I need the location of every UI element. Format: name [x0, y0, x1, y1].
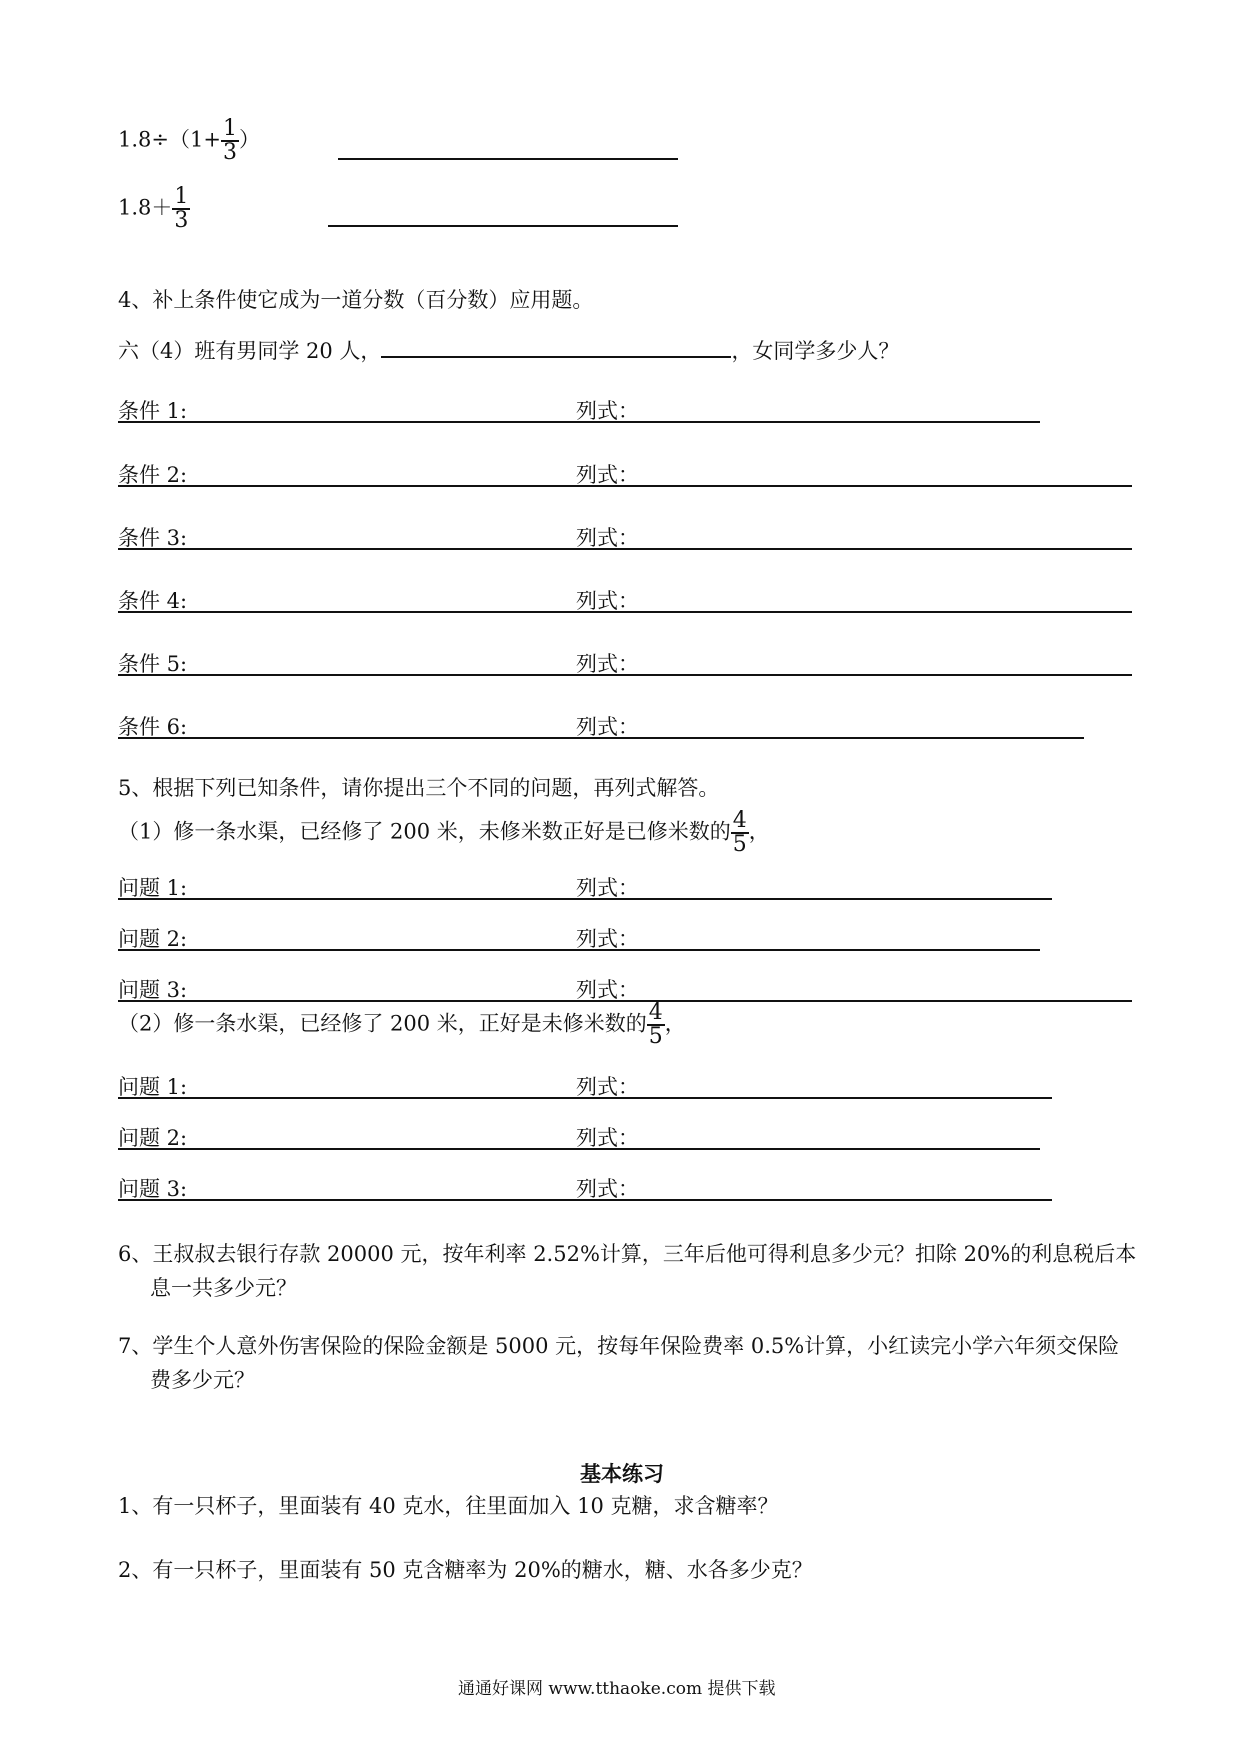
question-label: 问题 3:: [118, 1177, 188, 1201]
answer-line-2[interactable]: [328, 225, 678, 227]
q6-line2: 息一共多少元？: [150, 1276, 297, 1300]
formula-label: 列式：: [576, 1177, 639, 1201]
formula-label: 列式：: [576, 399, 639, 423]
fraction: $\frac{4}{5}$: [732, 808, 747, 857]
expression-2: 1.8＋ $\frac{1}{3}$: [118, 184, 189, 233]
question-label: 问题 1:: [118, 876, 188, 900]
formula-label: 列式：: [576, 1126, 639, 1150]
expression-1: 1.8÷（1+ $\frac{1}{3}$ ）: [118, 116, 260, 165]
q5-title: 5、根据下列已知条件，请你提出三个不同的问题，再列式解答。: [118, 776, 720, 800]
q5-part1: （1）修一条水渠，已经修了 200 米，未修米数正好是已修米数的 $\frac{4}{5}$ ，: [118, 808, 770, 857]
question-label: 问题 3:: [118, 978, 188, 1002]
q7-line2: 费多少元？: [150, 1368, 255, 1392]
condition-answer-line[interactable]: [118, 737, 1084, 739]
question-answer-line[interactable]: [118, 898, 1052, 900]
condition-label: 条件 3:: [118, 526, 188, 550]
condition-label: 条件 4:: [118, 589, 188, 613]
formula-label: 列式：: [576, 1075, 639, 1099]
formula-label: 列式：: [576, 715, 639, 739]
fraction: $\frac{4}{5}$: [648, 1000, 663, 1049]
condition-label: 条件 5:: [118, 652, 188, 676]
condition-label: 条件 2:: [118, 463, 188, 487]
footer: 通通好课网 www.tthaoke.com 提供下载: [458, 1679, 776, 1699]
formula-label: 列式：: [576, 978, 639, 1002]
condition-answer-line[interactable]: [118, 548, 1132, 550]
basic-item-2: 2、有一只杯子，里面装有 50 克含糖率为 20%的糖水，糖、水各多少克？: [118, 1558, 813, 1582]
q4-title: 4、补上条件使它成为一道分数（百分数）应用题。: [118, 288, 594, 312]
answer-line-1[interactable]: [338, 158, 678, 160]
question-label: 问题 1:: [118, 1075, 188, 1099]
condition-answer-line[interactable]: [118, 421, 1040, 423]
formula-label: 列式：: [576, 652, 639, 676]
condition-label: 条件 6:: [118, 715, 188, 739]
formula-label: 列式：: [576, 876, 639, 900]
q7-line1: 7、学生个人意外伤害保险的保险金额是 5000 元，按每年保险费率 0.5%计算，小红读完小学六年须交保险: [118, 1334, 1120, 1358]
basic-item-1: 1、有一只杯子，里面装有 40 克水，往里面加入 10 克糖，求含糖率？: [118, 1494, 779, 1518]
q6-line1: 6、王叔叔去银行存款 20000 元，按年利率 2.52%计算，三年后他可得利息多少元？扣除 20%的利息税后本: [118, 1242, 1137, 1266]
condition-label: 条件 1:: [118, 399, 188, 423]
q4-stem: 六（4）班有男同学 20 人， ，女同学多少人？: [118, 335, 899, 365]
formula-label: 列式：: [576, 589, 639, 613]
question-answer-line[interactable]: [118, 1097, 1052, 1099]
question-label: 问题 2:: [118, 1126, 188, 1150]
question-answer-line[interactable]: [118, 1199, 1052, 1201]
question-label: 问题 2:: [118, 927, 188, 951]
formula-label: 列式：: [576, 463, 639, 487]
fraction: $\frac{1}{3}$: [174, 184, 189, 233]
condition-answer-line[interactable]: [118, 674, 1132, 676]
condition-answer-line[interactable]: [118, 611, 1132, 613]
q5-part2: （2）修一条水渠，已经修了 200 米，正好是未修米数的 $\frac{4}{5}$ ，: [118, 1000, 686, 1049]
fraction: $\frac{1}{3}$: [222, 116, 237, 165]
question-answer-line[interactable]: [118, 949, 1040, 951]
formula-label: 列式：: [576, 927, 639, 951]
section-title: 基本练习: [580, 1462, 664, 1486]
formula-label: 列式：: [576, 526, 639, 550]
condition-blank[interactable]: [381, 336, 731, 358]
question-answer-line[interactable]: [118, 1148, 1040, 1150]
condition-answer-line[interactable]: [118, 485, 1132, 487]
